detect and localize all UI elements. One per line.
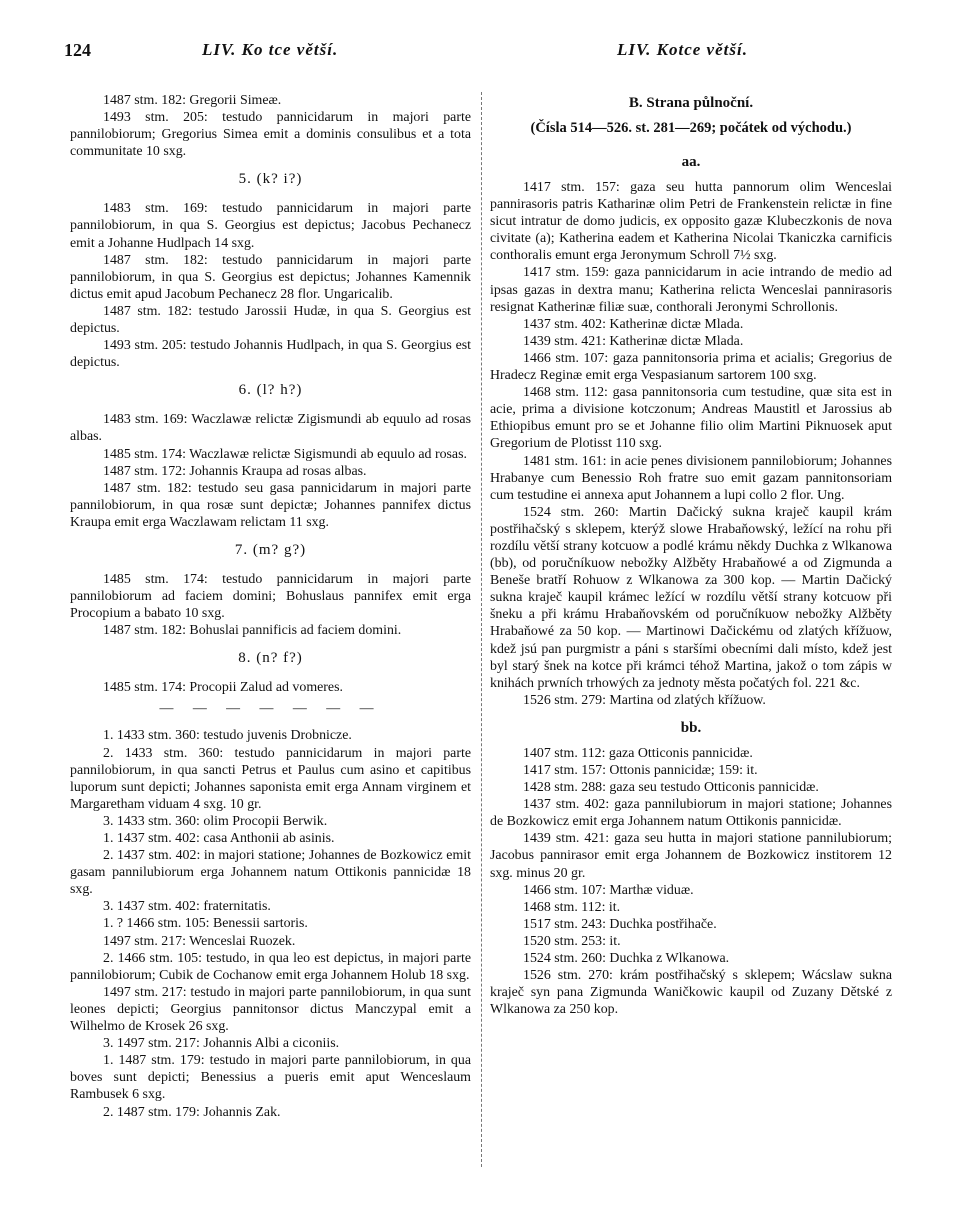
paragraph: 1487 stm. 182: Gregorii Simeæ. bbox=[103, 93, 282, 108]
paragraph: 1526 stm. 279: Martina od zlatých křížuow. bbox=[523, 692, 766, 708]
paragraph: 1483 stm. 169: testudo pannicidarum in majori parte pannilobiorum, in qua S. Georgius est depictus; Jacobus Pechanecz emit a Johanne Hudlpach 14 sxg. bbox=[70, 201, 471, 251]
paragraph: 1487 stm. 182: testudo Jarossii Hudæ, in qua S. Georgius est depictus. bbox=[70, 303, 471, 337]
list-item: 2. 1487 stm. 179: Johannis Zak. bbox=[103, 1104, 281, 1120]
list-item: 1. 1437 stm. 402: casa Anthonii ab asinis. bbox=[103, 831, 335, 846]
paragraph: 1417 stm. 157: gaza seu hutta pannorum olim Wenceslai pannirasoris patris Katharinæ olim Petri de Frankenstein relictæ in fine sicut intratur de domo judicis, ex opposito gazæ Klubeczkonis de nova civitate (a); Katherina eadem et Katherina Nicolai Tkaniczka carnificis conthoralis emunt erga Jeronymum Schroll 7½ sxg. bbox=[490, 180, 892, 264]
page-number: 124 bbox=[64, 40, 91, 60]
list-item: 1. 1433 stm. 360: testudo juvenis Drobnicze. bbox=[103, 728, 352, 744]
paragraph: 1485 stm. 174: Procopii Zalud ad vomeres. bbox=[103, 680, 343, 696]
list-item: 1497 stm. 217: testudo in majori parte pannilobiorum, in qua sunt leones depicti; Georgius pannitonsor dictus Manczypal emit a Wilhelmo de Krosek 26 sxg. bbox=[70, 984, 471, 1035]
column-divider bbox=[481, 92, 482, 1167]
paragraph: 1468 stm. 112: it. bbox=[523, 899, 621, 915]
section-heading: 8. (n? f?) bbox=[238, 650, 303, 667]
section-heading: 6. (l? h?) bbox=[238, 382, 303, 399]
running-head-left: LIV. Ko tce větší. bbox=[202, 40, 339, 59]
paragraph: 1437 stm. 402: Katherinæ dictæ Mlada. bbox=[523, 316, 744, 332]
left-column bbox=[70, 92, 471, 1121]
paragraph: 1437 stm. 402: gaza pannilubiorum in majori statione; Johannes de Bozkowicz emit erga Johannem natum Ottikonis pannicidæ. bbox=[490, 797, 892, 830]
running-header bbox=[0, 36, 960, 66]
right-column bbox=[490, 92, 892, 1018]
paragraph: 1481 stm. 161: in acie penes divisionem pannilobiorum; Johannes Hrabanye cum Benessio Roh fratre suo emit gazam pannitonsoriam cum testudine ei annexa aput Johannem a lupi collo 2 flor. Ung. bbox=[490, 453, 892, 503]
paragraph: 1487 stm. 182: testudo pannicidarum in majori parte pannilobiorum, in qua S. Georgius est depictus; Johannes Kamennik dictus emit apud Jacobum Pechanecz 28 flor. Ungaricalib. bbox=[70, 252, 471, 302]
paragraph: 1485 stm. 174: Waczlawæ relictæ Sigismundi ab equulo ad rosas. bbox=[103, 446, 467, 462]
list-item: 2. 1433 stm. 360: testudo pannicidarum in majori parte pannilobiorum, in qua sancti Petrus et Paulus cum asino et capitibus luporum sunt depicti; Johannes saponista emit erga Annam virginem et Margaretham viduam 4 sxg. 10 gr. bbox=[70, 745, 471, 812]
list-item: 1497 stm. 217: Wenceslai Ruozek. bbox=[103, 933, 296, 949]
separator-dashes: — — — — — — — bbox=[159, 701, 382, 717]
paragraph: 1487 stm. 172: Johannis Kraupa ad rosas albas. bbox=[103, 463, 367, 479]
list-item: 3. 1497 stm. 217: Johannis Albi a ciconiis. bbox=[103, 1036, 340, 1052]
paragraph: 1487 stm. 182: testudo seu gasa pannicidarum in majori parte pannilobiorum, in qua rosæ sunt depictæ; Johannes pannifex dictus Kraupa emit erga Waczlawam relictam 11 sxg. bbox=[70, 480, 471, 530]
paragraph: 1407 stm. 112: gaza Otticonis pannicidæ. bbox=[523, 745, 753, 761]
section-heading: 7. (m? g?) bbox=[234, 541, 307, 558]
paragraph: 1439 stm. 421: gaza seu hutta in majori statione pannilubiorum; Jacobus pannirasor emit erga Johannem de Bozkowicz institorem 12 sxg. minus 20 gr. bbox=[490, 831, 892, 881]
paragraph: 1439 stm. 421: Katherinæ dictæ Mlada. bbox=[523, 333, 744, 349]
section-heading: 5. (k? i?) bbox=[238, 171, 303, 188]
part-subtitle: (Čísla 514—526. st. 281—269; počátek od východu.) bbox=[530, 120, 852, 136]
section-heading: bb. bbox=[680, 719, 702, 736]
running-head-right: LIV. Kotce větší. bbox=[617, 40, 748, 59]
paragraph: 1468 stm. 112: gasa pannitonsoria cum testudine, quæ sita est in acie, prima a divisione kotczonum; Andreas Maustitl et Jarossius ab Ethiopibus emunt pro se et Johanne filio olim Martini Piknuosek aput Gregorium de Plotisst 110 sxg. bbox=[490, 385, 892, 452]
part-title: B. Strana půlnoční. bbox=[628, 95, 754, 111]
paragraph: 1485 stm. 174: testudo pannicidarum in majori parte pannilobiorum ad faciem domini; Bohuslaus pannifex emit erga Procopium a babato 10 sxg. bbox=[70, 571, 471, 622]
section-heading: aa. bbox=[681, 154, 701, 170]
paragraph: 1417 stm. 159: gaza pannicidarum in acie intrando de medio ad ipsas gazas in dextra manu; Katherina relicta Wenceslai pannirasoris resignat Katherinæ filiæ suæ, conthorali Jeronymi Schrollonis. bbox=[490, 265, 892, 315]
list-item: 1. 1487 stm. 179: testudo in majori parte pannilobiorum, in qua boves sunt depicti; Benessius a pueris emit aput Wenceslaum Rambusek 6 sxg. bbox=[70, 1053, 471, 1103]
paragraph: 1487 stm. 182: Bohuslai pannificis ad faciem domini. bbox=[103, 623, 402, 639]
paragraph: 1417 stm. 157: Ottonis pannicidæ; 159: it. bbox=[523, 763, 758, 778]
paragraph: 1526 stm. 270: krám postřihačský s sklepem; Wácslaw sukna kraječ syn pana Zigmunda Waničkowic kaupil od Zuzany Dětské z Wlkanowa za 250 kop. bbox=[490, 968, 892, 1018]
paragraph: 1466 stm. 107: Marthæ viduæ. bbox=[523, 882, 694, 898]
paragraph: 1493 stm. 205: testudo pannicidarum in majori parte pannilobiorum; Gregorius Simea emit a dominis consulibus et a tota communitate 10 sxg. bbox=[70, 110, 471, 160]
paragraph: 1428 stm. 288: gaza seu testudo Otticonis pannicidæ. bbox=[523, 780, 819, 796]
paragraph: 1517 stm. 243: Duchka postřihače. bbox=[523, 916, 717, 932]
list-item: 3. 1437 stm. 402: fraternitatis. bbox=[103, 899, 271, 915]
paragraph: 1520 stm. 253: it. bbox=[523, 933, 621, 949]
paragraph: 1493 stm. 205: testudo Johannis Hudlpach, in qua S. Georgius est depictus. bbox=[70, 338, 471, 371]
paragraph: 1483 stm. 169: Waczlawæ relictæ Zigismundi ab equulo ad rosas albas. bbox=[70, 412, 471, 445]
list-item: 1. ? 1466 stm. 105: Benessii sartoris. bbox=[103, 916, 308, 932]
list-item: 2. 1466 stm. 105: testudo, in qua leo est depictus, in majori parte pannilobiorum; Cubik de Cochanow emit erga Johannem Holub 18 sxg. bbox=[70, 950, 471, 983]
list-item: 3. 1433 stm. 360: olim Procopii Berwik. bbox=[103, 813, 328, 829]
paragraph: 1524 stm. 260: Martin Dačický sukna kraječ kaupil krám postřihačský s sklepem, kterýž slowe Hrabaňowský, ležící na rohu při rozdílu větší strany kotcuow a podlé krámu někdy Duchka z Wlkanowa (bb), od poručníkuow nebožky Alžběty Hrabaňowé a od Zigmunda a Beneše bratří Rohuow z Wlkanowa za 300 kop. — Martin Dačický sukna kraječ kaupil krámec ležící w rozdílu větší strany kotcuow při šneku a při krámu Hrabaňovském od poručníkuow nebožky Alžběty Hrabaňowé za 50 kop. — Martinowi Dačickému od zlatých křížuow, kdež jsú pan purgmistr a páni s staršími obecními dali místo, kdež jest byl starý šnek na kotce při krámci téhož Martina, jakož o tom zápis w knihách prwních trhowých za jednoty města počatých fol. 221 &c. bbox=[490, 504, 892, 691]
list-item: 2. 1437 stm. 402: in majori statione; Johannes de Bozkowicz emit gasam pannilubiorum erga Johannem natum Ottikonis pannicidæ 18 sxg. bbox=[70, 848, 471, 898]
paragraph: 1466 stm. 107: gaza pannitonsoria prima et acialis; Gregorius de Hradecz Reginæ emit erga Vespasianum sartorem 100 sxg. bbox=[490, 350, 892, 384]
paragraph: 1524 stm. 260: Duchka z Wlkanowa. bbox=[523, 951, 730, 967]
